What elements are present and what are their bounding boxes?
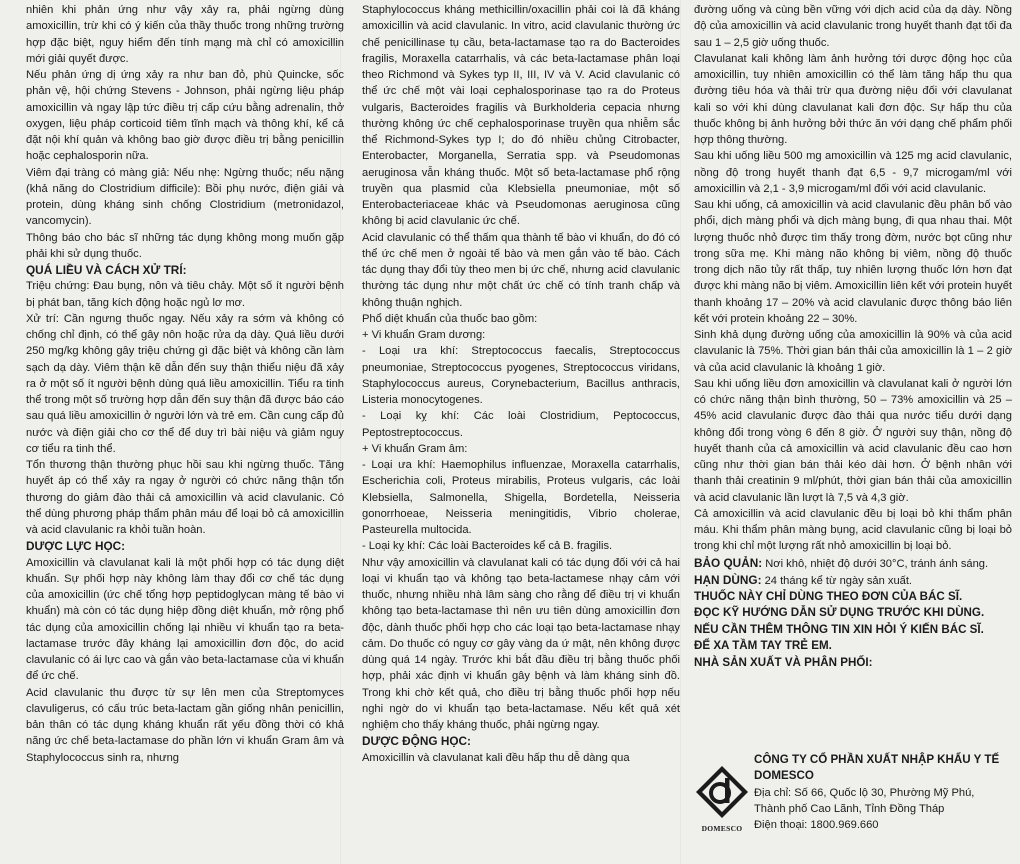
paragraph: Cả amoxicillin và acid clavulanic đều bị loại bỏ khi thẩm phân máu. Khi thẩm phân màng bụng, acid clavulanic cũng bị loại bỏ trong khi chỉ một lượng rất nhỏ amoxicillin bị loại bỏ. <box>694 507 1012 553</box>
column-2 <box>362 2 680 862</box>
list-heading: + Vi khuẩn Gram âm: <box>362 442 468 455</box>
paragraph: đường uống và cùng bền vững với dịch acid của dạ dày. Nồng độ của amoxicillin và acid clavulanic trong huyết thanh đạt tối đa sau 1 – 2,5 giờ uống thuốc. <box>694 4 1012 49</box>
company-block <box>694 752 1012 860</box>
column-3 <box>694 2 1012 862</box>
section-heading-pharmacokinetics: DƯỢC ĐỘNG HỌC: <box>362 734 471 749</box>
domesco-logo-icon <box>694 764 750 822</box>
section-heading-overdose: QUÁ LIỀU VÀ CÁCH XỬ TRÍ: <box>26 263 187 277</box>
fold-line <box>680 0 681 864</box>
paragraph: Staphylococcus kháng methicillin/oxacillin phải coi là đã kháng amoxicillin và acid clavulanic. In vitro, acid clavulanic thường ức chế penicillinase tụ cầu, beta-lactamase tạo ra do Bacteroides fragilis, Moraxella catarrhalis, và các beta-lactamase phân loại theo Richmond và Sykes typ II, III, IV và V. Acid clavulanic có thể ức chế một vài loại cephalosporinase tạo ra do Proteus vulgaris, Bacteroides fragilis và Burkholderia cepacia nhưng thường không ức chế cephalosporinase truyền qua nhiễm sắc thể Richmond-Sykes typ I; do đó nhiều chủng Citrobacter, Enterobacter, Morganella, Serratia spp. và Pseudomonas aeruginosa vẫn kháng thuốc. Một số beta-lactamase phổ rộng truyền qua plasmid của Klebsiella pneumoniae, một số Enterobacteriaceae khác và Pseudomonas aeruginosa cũng không bị acid clavulanic ức chế. <box>362 4 680 228</box>
paragraph: Amoxicillin và clavulanat kali đều hấp thu dễ dàng qua <box>362 751 630 764</box>
paragraph: Sau khi uống liều 500 mg amoxicillin và 125 mg acid clavulanic, nồng độ trong huyết thanh đạt 6,5 - 9,7 microgam/ml với amoxicillin và 2,1 - 3,9 microgam/ml đối với acid clavulanic. <box>694 150 1012 195</box>
paragraph: Amoxicillin và clavulanat kali là một phối hợp có tác dụng diệt khuẩn. Sự phối hợp này không làm thay đổi cơ chế tác dụng của amoxicillin (ức chế tổng hợp peptidoglycan màng tế bào vi khuẩn) mà còn có tác dụng hiệp đồng diệt khuẩn, mở rộng phổ tác dụng của amoxicillin chống lại nhiều vi khuẩn tạo ra beta-lactamase trước đây kháng lại amoxicillin đơn độc, do acid clavulanic có ái lực cao và gắn vào beta-lactamase của vi khuẩn để ức chế. <box>26 556 344 683</box>
company-address: Thành phố Cao Lãnh, Tỉnh Đồng Tháp <box>754 802 945 815</box>
list-item: - Loại ưa khí: Streptococcus faecalis, Streptococcus pneumoniae, Streptococcus pyogenes, Streptococcus viridans, Staphylococcus aureus, Corynebacterium, Bacillus anthracis, Listeria monocytogenes. <box>362 345 680 406</box>
list-heading: + Vi khuẩn Gram dương: <box>362 329 486 341</box>
paragraph: Clavulanat kali không làm ảnh hưởng tới dược động học của amoxicillin, tuy nhiên amoxicillin có thể làm tăng hấp thu qua đường tiêu hóa và thải trừ qua đường niệu đối với clavulanat kali so với khi dùng clavulanat kali đơn độc. Sự hấp thu của thuốc không bị ảnh hưởng bởi thức ăn với dạng chế phẩm phối hợp thông thường. <box>694 52 1012 146</box>
paragraph: Sinh khả dụng đường uống của amoxicillin là 90% và của acid clavulanic là 75%. Thời gian bán thải của amoxicillin là 1 – 2 giờ và của acid clavulanic là khoảng 1 giờ. <box>694 329 1012 374</box>
company-phone: Điện thoại: 1800.969.660 <box>754 819 879 831</box>
list-item: - Loại kỵ khí: Các loài Bacteroides kể cả B. fragilis. <box>362 540 613 553</box>
paragraph: Triệu chứng: Đau bụng, nôn và tiêu chảy. Một số ít người bệnh bị phát ban, tăng kích động hoặc ngủ lơ mơ. <box>26 280 344 309</box>
paragraph: Tổn thương thận thường phục hồi sau khi ngừng thuốc. Tăng huyết áp có thể xảy ra ngay ở người có chức năng thận tổn thương do giảm đào thải cả amoxicillin và acid clavulanic. Có thể dùng phương pháp thẩm phân máu để loại bỏ cả amoxicillin và acid clavulanic ra khỏi tuần hoàn. <box>26 459 344 536</box>
company-address: Địa chỉ: Số 66, Quốc lộ 30, Phường Mỹ Phú, <box>754 786 975 799</box>
company-info <box>754 752 1012 833</box>
paragraph: Nếu phản ứng dị ứng xảy ra như ban đỏ, phù Quincke, sốc phản vệ, hội chứng Stevens - Johnson, phải ngừng liệu pháp amoxicillin và ngay lập tức điều trị cấp cứu bằng adrenalin, thở oxygen, liệu pháp corticoid tiêm tĩnh mạch và thông khí, kể cả đặt nội khí quản và không bao giờ được điều trị bằng penicillin hoặc cephalosporin nữa. <box>26 69 344 163</box>
paragraph: Phổ diệt khuẩn của thuốc bao gồm: <box>362 312 538 325</box>
manufacturer-heading: NHÀ SẢN XUẤT VÀ PHÂN PHỐI: <box>694 655 873 669</box>
section-heading-pharmacodynamics: DƯỢC LỰC HỌC: <box>26 539 126 554</box>
shelf-life-text: 24 tháng kể từ ngày sản xuất. <box>761 574 913 587</box>
paragraph: Xử trí: Cần ngưng thuốc ngay. Nếu xảy ra sớm và không có chống chỉ định, có thể gây nôn hoặc rửa dạ dày. Quá liều dưới 250 mg/kg không gây triệu chứng gì đặc biệt và không cần làm sạch dạ dày. Viêm thận kẽ dẫn đến suy thận thiểu niệu đã xảy ra ở một số ít người bệnh dùng quá liều amoxicillin. Tiểu ra tinh thể trong một số trường hợp dẫn đến suy thận đã được báo cáo sau quá liều amoxicillin ở người lớn và trẻ em. Cần cung cấp đủ nước và điện giải cho cơ thể để duy trì bài niệu và giảm nguy cơ tiểu ra tinh thể. <box>26 312 344 455</box>
paragraph: Như vậy amoxicillin và clavulanat kali có tác dụng đối với cả hai loại vi khuẩn tạo và không tạo beta-lactamese nhạy cảm với thuốc, nhưng nhiều nhà lâm sàng cho rằng để điều trị vi khuẩn không tạo beta-lactamase thì nên ưu tiên dùng amoxicillin đơn độc, dành thuốc phối hợp cho các loại tạo beta-lactamase nhạy cảm. Do thuốc có nguy cơ gây vàng da ứ mật, nên không được dùng quá 14 ngày. Trước khi bắt đầu điều trị bằng thuốc phối hợp, phải xác định vi khuẩn gây bệnh và làm kháng sinh đồ. Trong khi chờ kết quả, cho điều trị bằng thuốc phối hợp nếu nghi ngờ do vi khuẩn tạo beta-lactamase. Nếu kết quả xét nghiệm cho thấy kháng thuốc, phải ngừng ngay. <box>362 556 680 731</box>
paragraph: Acid clavulanic thu được từ sự lên men của Streptomyces clavuligerus, có cấu trúc beta-lactam gần giống nhân penicillin, bản thân có tác dụng kháng khuẩn rất yếu đồng thời có khả năng ức chế beta-lactamase do phần lớn vi khuẩn Gram âm và Staphylococcus sinh ra, nhưng <box>26 686 344 764</box>
paragraph: Sau khi uống, cả amoxicillin và acid clavulanic đều phân bố vào phổi, dịch màng phổi và dịch màng bụng, đi qua nhau thai. Một lượng thuốc nhỏ được tìm thấy trong đờm, nước bọt cũng như trong sữa mẹ. Khi màng não không bị viêm, nồng độ thuốc trong dịch não tủy rất thấp, tuy nhiên lượng thuốc lớn hơn đạt được khi màng não bị viêm. Amoxicillin liên kết với protein huyết thanh khoảng 17 – 20% và acid clavulanic được thông báo liên kết với protein khoảng 22 – 30%. <box>694 199 1012 325</box>
paragraph: Thông báo cho bác sĩ những tác dụng không mong muốn gặp phải khi sử dụng thuốc. <box>26 231 344 260</box>
paragraph: Acid clavulanic có thể thấm qua thành tế bào vi khuẩn, do đó có thể ức chế men ở ngoài tế bào và men gắn vào tế bào. Cách tác dụng thay đổi tùy theo men bị ức chế, nhưng acid clavulanic thường tác dụng như một chất ức chế có tính tranh chấp và không thuận nghịch. <box>362 231 680 309</box>
storage-label: BẢO QUẢN: <box>694 555 763 570</box>
domesco-logo <box>694 764 750 834</box>
storage-text: Nơi khô, nhiệt độ dưới 30°C, tránh ánh sáng. <box>762 557 989 570</box>
warning-line: NẾU CẦN THÊM THÔNG TIN XIN HỎI Ý KIẾN BÁC SĨ. <box>694 622 984 636</box>
shelf-life-line <box>694 572 1012 589</box>
storage-line <box>694 555 1012 572</box>
column-1 <box>26 2 344 862</box>
company-brand: DOMESCO <box>754 769 814 783</box>
logo-wordmark: DOMESCO <box>701 824 743 833</box>
list-item: - Loại kỵ khí: Các loài Clostridium, Peptococcus, Peptostreptococcus. <box>362 410 680 439</box>
shelf-life-label: HẠN DÙNG: <box>694 572 762 587</box>
paragraph: Sau khi uống liều đơn amoxicillin và clavulanat kali ở người lớn có chức năng thận bình thường, 50 – 73% amoxicillin và 25 – 45% acid clavulanic được đào thải qua nước tiểu dưới dạng không đổi trong vòng 6 đến 8 giờ. Ở người suy thận, nồng độ huyết thanh của cả amoxicillin và acid clavulanic đều cao hơn cũng như thời gian bán thải kéo dài hơn. Ở bệnh nhân với thanh thải creatinin 9 ml/phút, thời gian bán thải của amoxicillin và acid clavulanic lần lượt là 7,5 và 4,3 giờ. <box>694 377 1012 504</box>
paragraph: nhiên khi phản ứng như vậy xảy ra, phải ngừng dùng amoxicillin, trừ khi có ý kiến của thầy thuốc trong những trường hợp đặc biệt, nguy hiểm đến tính mạng mà chỉ có amoxicillin mới giải quyết được. <box>26 4 344 65</box>
warning-line: ĐỂ XA TẦM TAY TRẺ EM. <box>694 639 832 653</box>
warning-line: ĐỌC KỸ HƯỚNG DẪN SỬ DỤNG TRƯỚC KHI DÙNG. <box>694 606 985 620</box>
company-name: CÔNG TY CỔ PHẦN XUẤT NHẬP KHẨU Y TẾ <box>754 753 1000 766</box>
paragraph: Viêm đại tràng có màng giả: Nếu nhẹ: Ngừng thuốc; nếu nặng (khả năng do Clostridium difficile): Bồi phụ nước, điện giải và protein, dùng kháng sinh chống Clostridium (metronidazol, vancomycin). <box>26 166 344 228</box>
warning-line: THUỐC NÀY CHỈ DÙNG THEO ĐƠN CỦA BÁC SĨ. <box>694 590 963 603</box>
list-item: - Loại ưa khí: Haemophilus influenzae, Moraxella catarrhalis, Escherichia coli, Proteus mirabilis, Proteus vulgaris, các loài Klebsiella, Salmonella, Shigella, Bordetella, Neisseria gonorrhoeae, Neisseria meningitidis, Vibrio cholerae, Pasteurella multocida. <box>362 459 680 536</box>
